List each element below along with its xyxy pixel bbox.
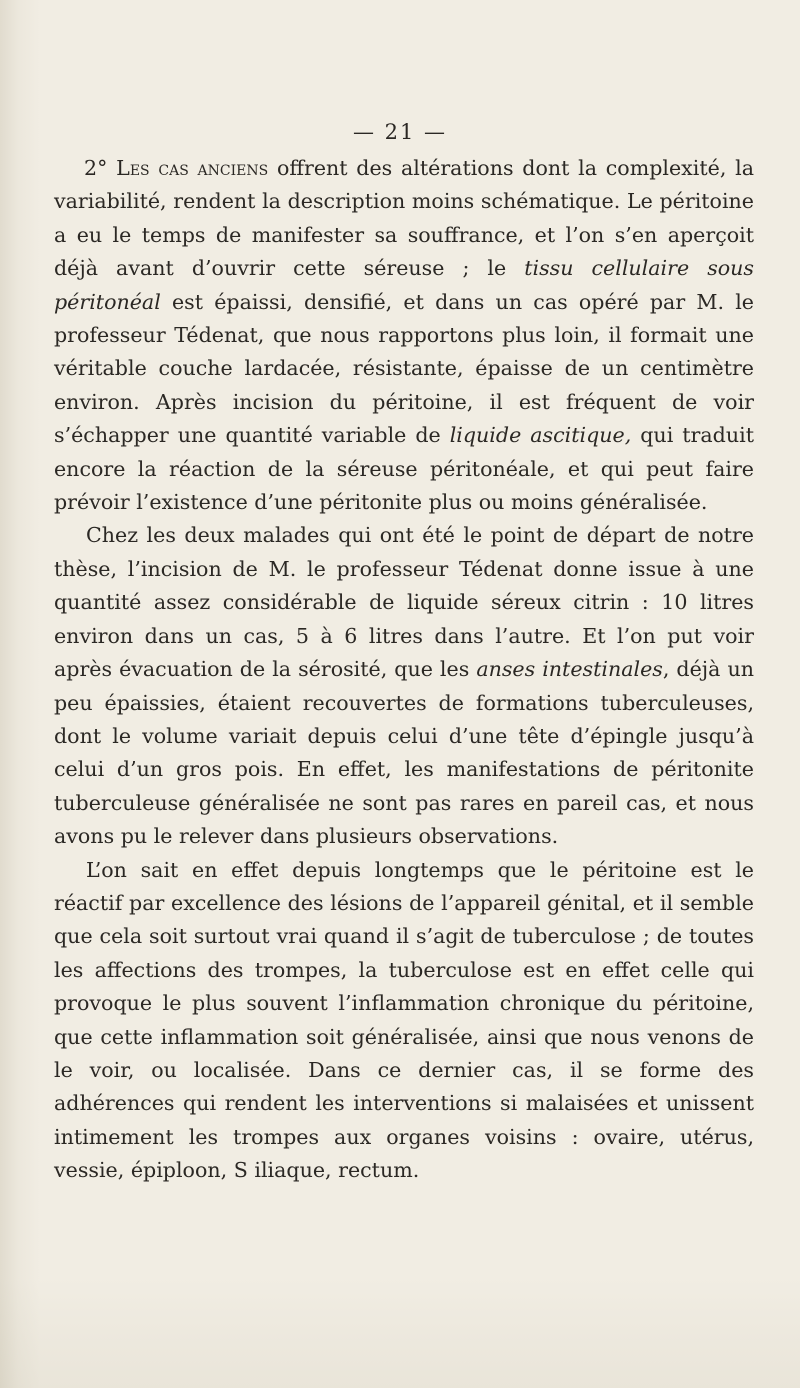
- paragraph-1-lead-number: 2°: [84, 156, 108, 180]
- paragraph-1-segment-0: offrent des altérations dont la complexité, la variabilité, rendent la description moins schématique. Le péritoine a eu le temps de manifester sa souffrance, et l’on s’en aperçoit déjà avant d’ouvrir cette séreuse ; le: [54, 156, 754, 281]
- paragraph-1-segment-4: qui traduit encore la réaction de la séreuse péritonéale, et qui peut faire prévoir l’existence d’une péritonite plus ou moins généralisée.: [54, 423, 754, 515]
- paragraph-2-segment-0: Chez les deux malades qui ont été le point de départ de notre thèse, l’incision de M. le professeur Tédenat donne issue à une quantité assez considérable de liquide séreux citrin : 10 litres environ dans un cas, 5 à 6 litres dans l’autre. Et l’on put voir après évacuation de la sérosité, que les: [54, 523, 754, 682]
- paragraph-2-segment-2: , déjà un peu épaissies, étaient recouvertes de formations tuberculeuses, dont le volume variait depuis celui d’une tête d’épingle jusqu’à celui d’un gros pois. En effet, les manifestations de péritonite tuberculeuse généralisée ne sont pas rares en pareil cas, et nous avons pu le relever dans plusieurs observations.: [54, 657, 754, 849]
- paragraph-3-segment-0: L’on sait en effet depuis longtemps que le péritoine est le réactif par excellence des lésions de l’appareil génital, et il semble que cela soit surtout vrai quand il s’agit de tuberculose ; de toutes les affections des trompes, la tuberculose est en effet celle qui provoque le plus souvent l’inflammation chronique du péritoine, que cette inflammation soit généralisée, ainsi que nous venons de le voir, ou localisée. Dans ce dernier cas, il se forme des adhérences qui rendent les interventions si malaisées et unissent intimement les trompes aux organes voisins : ovaire, utérus, vessie, épiploon, S iliaque, rectum.: [54, 857, 754, 1183]
- paragraph-3: [54, 854, 754, 1188]
- paragraph-1-segment-2: est épaissi, densifié, et dans un cas opéré par M. le professeur Tédenat, que nous rapportons plus loin, il formait une véritable couche lardacée, résistante, épaisse de un centimètre environ. Après incision du péritoine, il est fréquent de voir s’échapper une quantité variable de: [54, 289, 754, 448]
- paragraph-2: [54, 519, 754, 853]
- paragraph-1-segment-3: liquide ascitique,: [449, 423, 632, 448]
- paragraph-1-lead-smallcaps: Les cas anciens: [116, 156, 269, 180]
- paragraph-2-segment-1: anses intestinales: [476, 657, 663, 682]
- body-text: [54, 152, 754, 1188]
- paragraph-1-segment-1: tissu cellulaire sous péritonéal: [54, 256, 754, 314]
- paragraph-1: [54, 152, 754, 519]
- page-number: — 21 —: [352, 120, 448, 144]
